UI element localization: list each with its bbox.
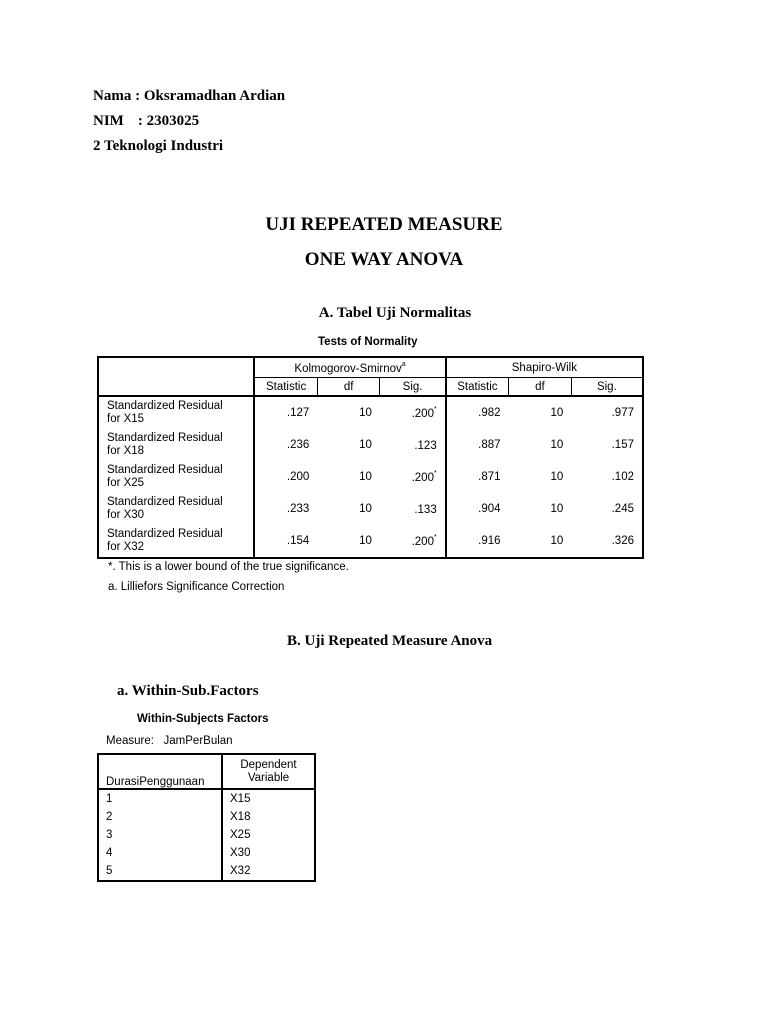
table-row (98, 525, 643, 558)
normality-table-title: Tests of Normality (318, 336, 418, 348)
col-header: df (509, 378, 572, 397)
variable-cell: X15 (230, 793, 251, 805)
ks-df: 10 (359, 439, 372, 451)
ks-statistic: .236 (286, 439, 310, 451)
col-header: Statistic (446, 378, 509, 397)
nim-value: : 2303025 (137, 113, 200, 129)
sw-sig: .326 (611, 535, 634, 547)
sw-df: 10 (550, 535, 564, 547)
ks-sig: .123 (380, 429, 446, 461)
ks-sig: .200* (380, 396, 446, 429)
table-row (98, 461, 643, 493)
student-nim (93, 113, 199, 130)
sw-df: 10 (550, 407, 564, 419)
col-header-durasi: DurasiPenggunaan (98, 754, 222, 789)
normality-table (97, 356, 644, 559)
table-row (98, 396, 643, 429)
sw-df: 10 (550, 439, 564, 451)
col-header: Sig. (380, 378, 446, 397)
sw-sig: .102 (611, 471, 634, 483)
variable-cell: X30 (230, 847, 251, 859)
table-row (98, 862, 315, 881)
group-header-sw: Shapiro-Wilk (446, 357, 643, 378)
sw-statistic: .887 (478, 439, 501, 451)
sw-sig: .245 (611, 503, 634, 515)
row-label: Standardized Residual for X15 (98, 396, 254, 429)
sw-sig: .157 (611, 439, 634, 451)
ks-statistic: .233 (286, 503, 310, 515)
col-header: Sig. (571, 378, 643, 397)
doc-title-line1: UJI REPEATED MEASURE (265, 214, 503, 235)
level-cell: 5 (98, 862, 222, 881)
table-row (98, 429, 643, 461)
subsection-within-factors: a. Within-Sub.Factors (117, 683, 259, 699)
ks-df: 10 (359, 471, 372, 483)
ks-statistic: .154 (286, 535, 310, 547)
sw-statistic: .982 (478, 407, 501, 419)
sw-statistic: .916 (478, 535, 501, 547)
level-cell: 2 (98, 808, 222, 826)
row-label: Standardized Residual for X18 (98, 429, 254, 461)
group-header-ks: Kolmogorov-Smirnov$^a$ (254, 357, 445, 378)
sw-df: 10 (550, 471, 564, 483)
student-class: 2 Teknologi Industri (93, 138, 224, 154)
ks-sig: .133 (380, 493, 446, 525)
sw-df: 10 (550, 503, 564, 515)
sw-sig: .977 (611, 407, 634, 419)
sw-statistic: .871 (478, 471, 501, 483)
nim-label: NIM (93, 113, 124, 129)
section-b-heading: B. Uji Repeated Measure Anova (287, 633, 493, 649)
variable-cell: X25 (230, 829, 251, 841)
level-cell: 3 (98, 826, 222, 844)
ks-statistic: .127 (286, 407, 310, 419)
table-row (98, 493, 643, 525)
table-row (98, 844, 315, 862)
col-header-dependent: Dependent Variable (222, 754, 315, 789)
col-header: Statistic (254, 378, 317, 397)
ks-sig: .200* (380, 525, 446, 558)
measure-label: Measure: JamPerBulan (106, 735, 233, 747)
footnote-lower-bound: *. This is a lower bound of the true significance. (108, 561, 349, 573)
doc-title-line2: ONE WAY ANOVA (304, 249, 464, 270)
section-a-heading: A. Tabel Uji Normalitas (318, 305, 472, 321)
student-name: Nama : Oksramadhan Ardian (93, 88, 286, 104)
variable-cell: X32 (230, 865, 251, 877)
level-cell: 1 (98, 789, 222, 808)
sw-statistic: .904 (478, 503, 501, 515)
level-cell: 4 (98, 844, 222, 862)
footnote-lilliefors: a. Lilliefors Significance Correction (108, 581, 285, 593)
table-row (98, 826, 315, 844)
within-subjects-table (97, 753, 316, 882)
row-label: Standardized Residual for X25 (98, 461, 254, 493)
col-header: df (317, 378, 380, 397)
ks-df: 10 (359, 535, 372, 547)
within-table-title: Within-Subjects Factors (137, 713, 269, 725)
ks-statistic: .200 (286, 471, 310, 483)
ks-sig: .200* (380, 461, 446, 493)
table-row (98, 789, 315, 808)
ks-df: 10 (359, 503, 372, 515)
corner-cell (98, 357, 254, 396)
row-label: Standardized Residual for X30 (98, 493, 254, 525)
row-label: Standardized Residual for X32 (98, 525, 254, 558)
variable-cell: X18 (230, 811, 251, 823)
ks-df: 10 (359, 407, 372, 419)
table-row (98, 808, 315, 826)
